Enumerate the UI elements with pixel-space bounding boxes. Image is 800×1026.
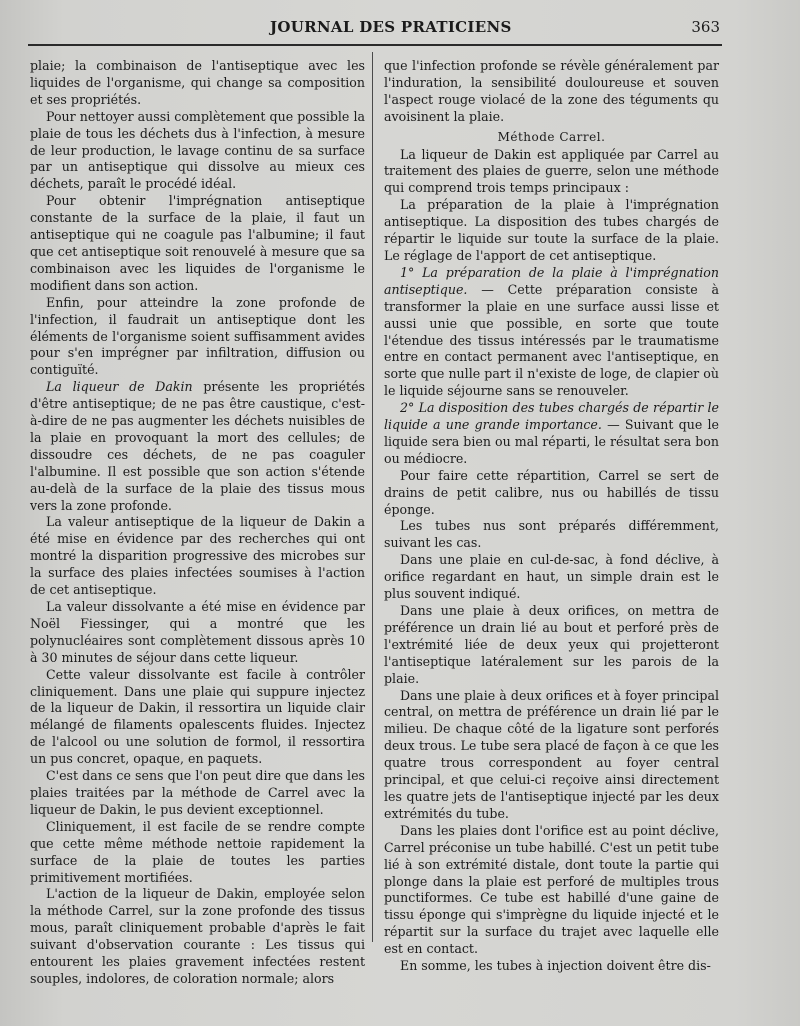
- paragraph: [30, 886, 365, 987]
- left-column: [30, 58, 365, 988]
- paragraph: [30, 58, 365, 109]
- paragraph-text: Enfin, pour atteindre la zone profonde de l'infection, il faudrait un antiseptique dont les éléments de l'organisme soient suffisamment avides pour s'en imprégner par infiltration, diffusion ou contiguïté.: [30, 294, 365, 378]
- paragraph-text: Cliniquement, il est facile de se rendre compte que cette même méthode nettoie rapidement la surface de la plaie de toutes les parties primitivement mortifiées.: [30, 818, 365, 885]
- paragraph-text: La préparation de la plaie à l'imprégnation antiseptique. La disposition des tubes chargés de répartir le liquide sur toute la surface de la plaie. Le réglage de l'apport de cet antiseptique.: [384, 197, 719, 263]
- paragraph-text: Cette valeur dissolvante est facile à contrôler cliniquement. Dans une plaie qui suppure injectez de la liqueur de Dakin, il ressortira un liquide clair mélangé de filaments opalescents fluides. Injectez de l'alcool ou une solution de formol, il ressortira un pus concret, opaque, en paquets.: [30, 666, 365, 767]
- paragraph: [384, 197, 719, 265]
- paragraph-lead: 2° La disposition des tubes chargés de répartir le liquide a une grande importance.: [384, 400, 719, 433]
- paragraph-lead: La liqueur de Dakin: [46, 379, 193, 395]
- paragraph: [384, 958, 719, 975]
- paragraph: [384, 265, 719, 400]
- column-divider: [372, 52, 373, 942]
- paragraph-text: Dans une plaie à deux orifices et à foyer principal central, on mettra de préférence un drain lié par le milieu. De chaque côté de la ligature sont perforés deux trous. Le tube sera placé de façon à ce que les quatre trous correspondent au foyer central principal, et que celui-ci reçoive ainsi directement les quatre jets de l'antiseptique injecté par les deux extrémités du tube.: [384, 687, 719, 821]
- right-column: [384, 58, 719, 975]
- header-rule: [28, 44, 722, 46]
- paragraph: [384, 58, 719, 126]
- paragraph: [30, 768, 365, 819]
- paragraph-text: La valeur antiseptique de la liqueur de Dakin a été mise en évidence par des recherches qui ont montré la disparition progressive des microbes sur la surface des plaies infectées soumises à l'action de cet antiseptique.: [30, 514, 365, 598]
- paragraph-text: La valeur dissolvante a été mise en évidence par Noël Fiessinger, qui a montré que les polynucléaires sont complètement dissous après 10 à 30 minutes de séjour dans cette liqueur.: [30, 599, 365, 665]
- paragraph: [30, 295, 365, 380]
- section-heading: Méthode Carrel.: [497, 129, 606, 144]
- paragraph-text: C'est dans ce sens que l'on peut dire que dans les plaies traitées par la méthode de Carrel avec la liqueur de Dakin, le pus devient exceptionnel.: [30, 768, 365, 817]
- paragraph: [30, 379, 365, 514]
- paragraph-text: Pour nettoyer aussi complètement que possible la plaie de tous les déchets dus à l'infection, à mesure de leur production, le lavage continu de sa surface par un antiseptique qui dissolve au mieux ces déchets, paraît le procédé idéal.: [30, 108, 365, 192]
- paragraph: [384, 688, 719, 823]
- paragraph-text: — Cette préparation consiste à transformer la plaie en une surface aussi lisse et aussi unie que possible, en sorte que toute l'étendue des tissus intéressés par le traumatisme entre en contact permanent avec l'antiseptique, en sorte que nulle part il n'existe de loge, de clapier où le liquide séjourne sans se renouveler.: [384, 281, 719, 399]
- running-header: [30, 18, 720, 40]
- paragraph: [384, 400, 719, 468]
- paragraph-text: plaie; la combinaison de l'antiseptique avec les liquides de l'organisme, qui change sa composition et ses propriétés.: [30, 58, 365, 107]
- journal-title: JOURNAL DES PRATICIENS: [270, 18, 512, 36]
- paragraph: [30, 514, 365, 599]
- paragraph: [384, 147, 719, 198]
- paragraph-text: La liqueur de Dakin est appliquée par Carrel au traitement des plaies de guerre, selon une méthode qui comprend trois temps principaux :: [384, 146, 719, 196]
- paragraph-text: Pour obtenir l'imprégnation antiseptique constante de la surface de la plaie, il faut un antiseptique qui ne coagule pas l'albumine; il faut que cet antiseptique soit renouvelé à mesure que sa combinaison avec les liquides de l'organisme le modifient dans son action.: [30, 193, 365, 293]
- paragraph-text: Pour faire cette répartition, Carrel se sert de drains de petit calibre, nus ou habillés de tissu éponge.: [384, 467, 719, 517]
- paragraph-text: En somme, les tubes à injection doivent être dis-: [400, 958, 711, 974]
- paragraph-text: — Suivant que le liquide sera bien ou mal réparti, le résultat sera bon ou médiocre.: [384, 417, 719, 466]
- paragraph: [384, 823, 719, 958]
- paragraph: [30, 819, 365, 887]
- paragraph-text: Dans une plaie en cul-de-sac, à fond déclive, à orifice regardant en haut, un simple drain est le plus souvent indiqué.: [384, 552, 719, 602]
- paragraph-text: Les tubes nus sont préparés différemment, suivant les cas.: [384, 518, 719, 551]
- paragraph: [30, 109, 365, 194]
- paragraph-text: Dans les plaies dont l'orifice est au point déclive, Carrel préconise un tube habillé. C'est un petit tube lié à son extrémité distale, dont toute la partie qui plonge dans la plaie est perforé de multiples trous punctiformes. Ce tube est habillé d'une gaine de tissu éponge qui s'imprègne du liquide injecté et le répartit sur la surface du trajet avec laquelle elle est en contact.: [384, 822, 719, 957]
- paragraph: [30, 599, 365, 667]
- paragraph: [384, 518, 719, 552]
- paragraph-lead: 1° La préparation de la plaie à l'imprégnation antiseptique.: [384, 264, 719, 297]
- paragraph: [30, 667, 365, 768]
- page-number: 363: [691, 18, 720, 36]
- paragraph-text: présente les propriétés d'être antiseptique; de ne pas être caustique, c'est-à-dire de ne pas augmenter les déchets nuisibles de la plaie en provoquant la mort des cellules; de dissoudre ces déchets, de ne pas coaguler l'albumine. Il est possible que son action s'étende au-delà de la surface de la plaie des tissus mous vers la zone profonde.: [30, 379, 365, 513]
- paragraph-text: Dans une plaie à deux orifices, on mettra de préférence un drain lié au bout et perforé près de l'extrémité liée de deux yeux qui projetteront l'antiseptique latéralement sur les parois de la plaie.: [384, 603, 719, 686]
- paragraph-text: que l'infection profonde se révèle généralement par l'induration, la sensibilité douloureuse et souven l'aspect rouge violacé de la zone des téguments qu avoisinent la plaie.: [384, 58, 719, 124]
- paragraph: [384, 603, 719, 688]
- paragraph: [384, 468, 719, 519]
- paragraph: [384, 552, 719, 603]
- paragraph-text: L'action de la liqueur de Dakin, employée selon la méthode Carrel, sur la zone profonde des tissus mous, paraît cliniquement probable d'après le fait suivant d'observation courante : Les tissus qui entourent les plaies gravement infectées restent souples, indolores, de coloration normale; alors: [30, 886, 365, 986]
- paragraph: [30, 193, 365, 294]
